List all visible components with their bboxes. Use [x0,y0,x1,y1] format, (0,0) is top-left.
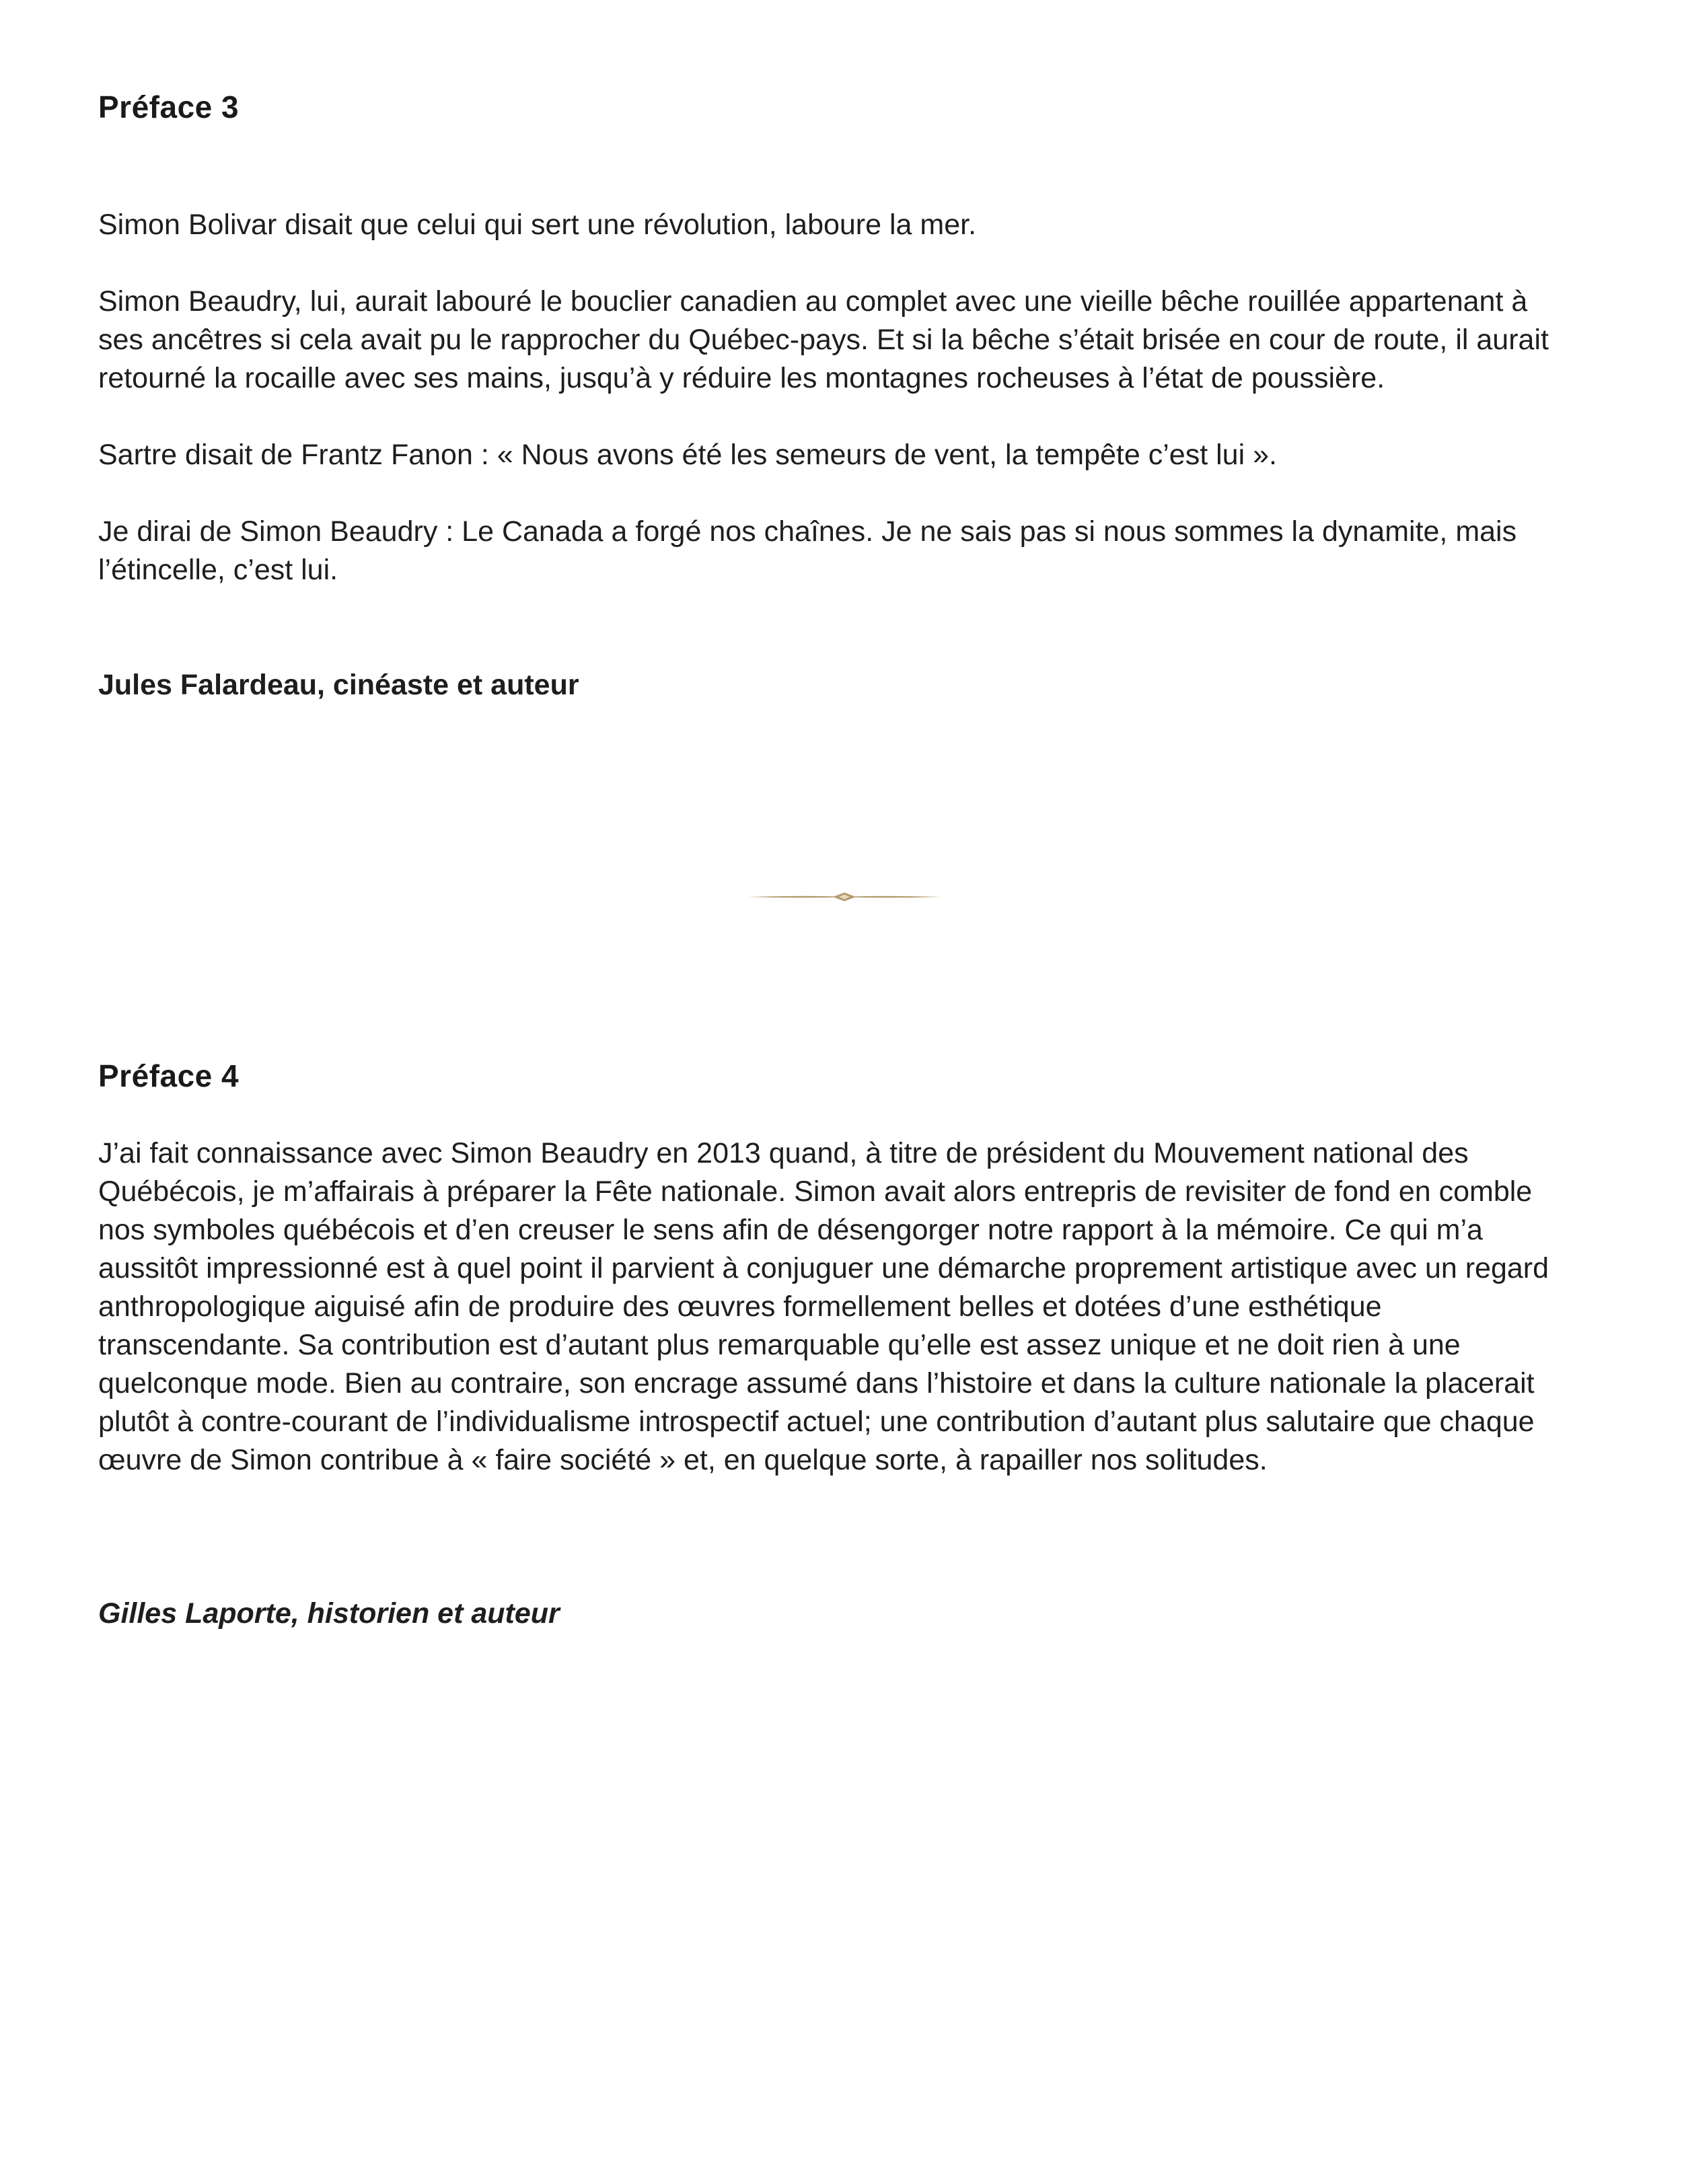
preface-3-heading: Préface 3 [98,89,240,124]
preface-3-paragraph-4: Je dirai de Simon Beaudry : Le Canada a forgé nos chaînes. Je ne sais pas si nous sommes la dynamite, mais l’étincelle, c’est lui. [98,515,1517,586]
preface-3-signature: Jules Falardeau, cinéaste et auteur [98,669,579,701]
ornamental-divider-icon [747,887,942,907]
preface-4-heading: Préface 4 [98,1058,240,1093]
preface-3-paragraph-3: Sartre disait de Frantz Fanon : « Nous avons été les semeurs de vent, la tempête c’est lui ». [98,439,1277,471]
preface-4-signature: Gilles Laporte, historien et auteur [98,1597,560,1630]
preface-4-paragraph: J’ai fait connaissance avec Simon Beaudry en 2013 quand, à titre de président du Mouvement national des Québécois, je m’affairais à préparer la Fête nationale. Simon avait alors entrepris de revisiter de fond en comble nos symboles québécois et d’en creuser le sens afin de désengorger notre rapport à la mémoire. Ce qui m’a aussitôt impressionné est à quel point il parvient à conjuguer une démarche proprement artistique avec un regard anthropologique aiguisé afin de produire des œuvres formellement belles et dotées d’une esthétique transcendante. Sa contribution est d’autant plus remarquable qu’elle est assez unique et ne doit rien à une quelconque mode. Bien au contraire, son encrage assumé dans l’histoire et dans la culture nationale la placerait plutôt à contre-courant de l’individualisme introspectif actuel; une contribution d’autant plus salutaire que chaque œuvre de Simon contribue à « faire société » et, en quelque sorte, à rapailler nos solitudes. [98,1137,1549,1476]
preface-3-paragraph-1: Simon Bolivar disait que celui qui sert une révolution, laboure la mer. [98,209,977,241]
preface-3-paragraph-2: Simon Beaudry, lui, aurait labouré le bouclier canadien au complet avec une vieille bêche rouillée appartenant à ses ancêtres si cela avait pu le rapprocher du Québec-pays. Et si la bêche s’était brisée en cour de route, il aurait retourné la rocaille avec ses mains, jusqu’à y réduire les montagnes rocheuses à l’état de poussière. [98,285,1549,394]
